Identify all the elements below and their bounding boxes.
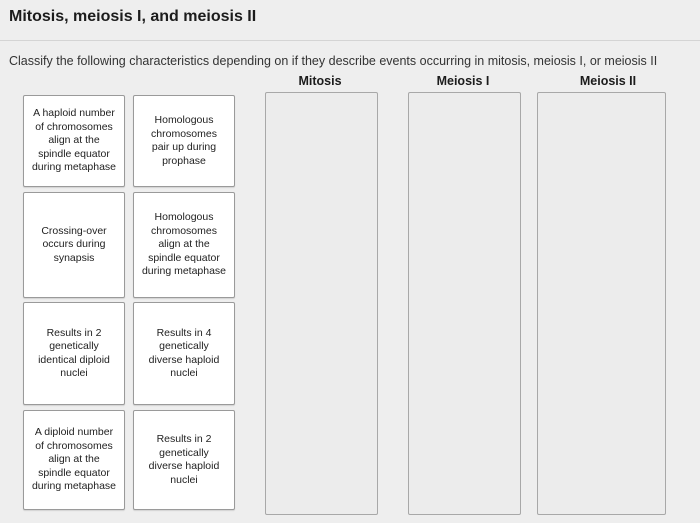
drop-zone-mitosis[interactable]: [265, 92, 378, 515]
card-2-identical-diploid[interactable]: [23, 302, 125, 405]
card-text: Results in 2 genetically diverse haploid nuclei: [148, 433, 220, 486]
divider: [0, 40, 700, 41]
column-header-mitosis: Mitosis: [298, 74, 342, 88]
card-haploid-align-metaphase[interactable]: [23, 95, 125, 187]
instructions: Classify the following characteristics depending on if they describe events occurring in mitosis, meiosis I, or meiosis II: [9, 54, 658, 68]
drop-zone-meiosis-i[interactable]: [408, 92, 521, 515]
card-text: Results in 2 genetically identical diploid nuclei: [38, 326, 110, 379]
page-title: Mitosis, meiosis I, and meiosis II: [9, 8, 257, 25]
card-text: A diploid number of chromosomes align at the spindle equator during metaphase: [31, 426, 117, 493]
card-text: Homologous chromosomes pair up during prophase: [151, 114, 217, 167]
column-header-meiosis-i: Meiosis I: [436, 74, 490, 88]
column-header-meiosis-ii: Meiosis II: [579, 74, 637, 88]
card-text: Homologous chromosomes align at the spindle equator during metaphase: [141, 211, 227, 278]
card-homologous-pair-prophase[interactable]: [133, 95, 235, 187]
card-text: A haploid number of chromosomes align at the spindle equator during metaphase: [31, 107, 117, 174]
card-text: Crossing-over occurs during synapsis: [41, 224, 107, 264]
card-crossing-over-synapsis[interactable]: [23, 192, 125, 298]
card-4-diverse-haploid[interactable]: [133, 302, 235, 405]
card-2-diverse-haploid[interactable]: [133, 410, 235, 510]
card-diploid-align-metaphase[interactable]: [23, 410, 125, 510]
card-text: Results in 4 genetically diverse haploid nuclei: [148, 326, 220, 379]
drop-zone-meiosis-ii[interactable]: [537, 92, 666, 515]
card-homologous-align-metaphase[interactable]: [133, 192, 235, 298]
